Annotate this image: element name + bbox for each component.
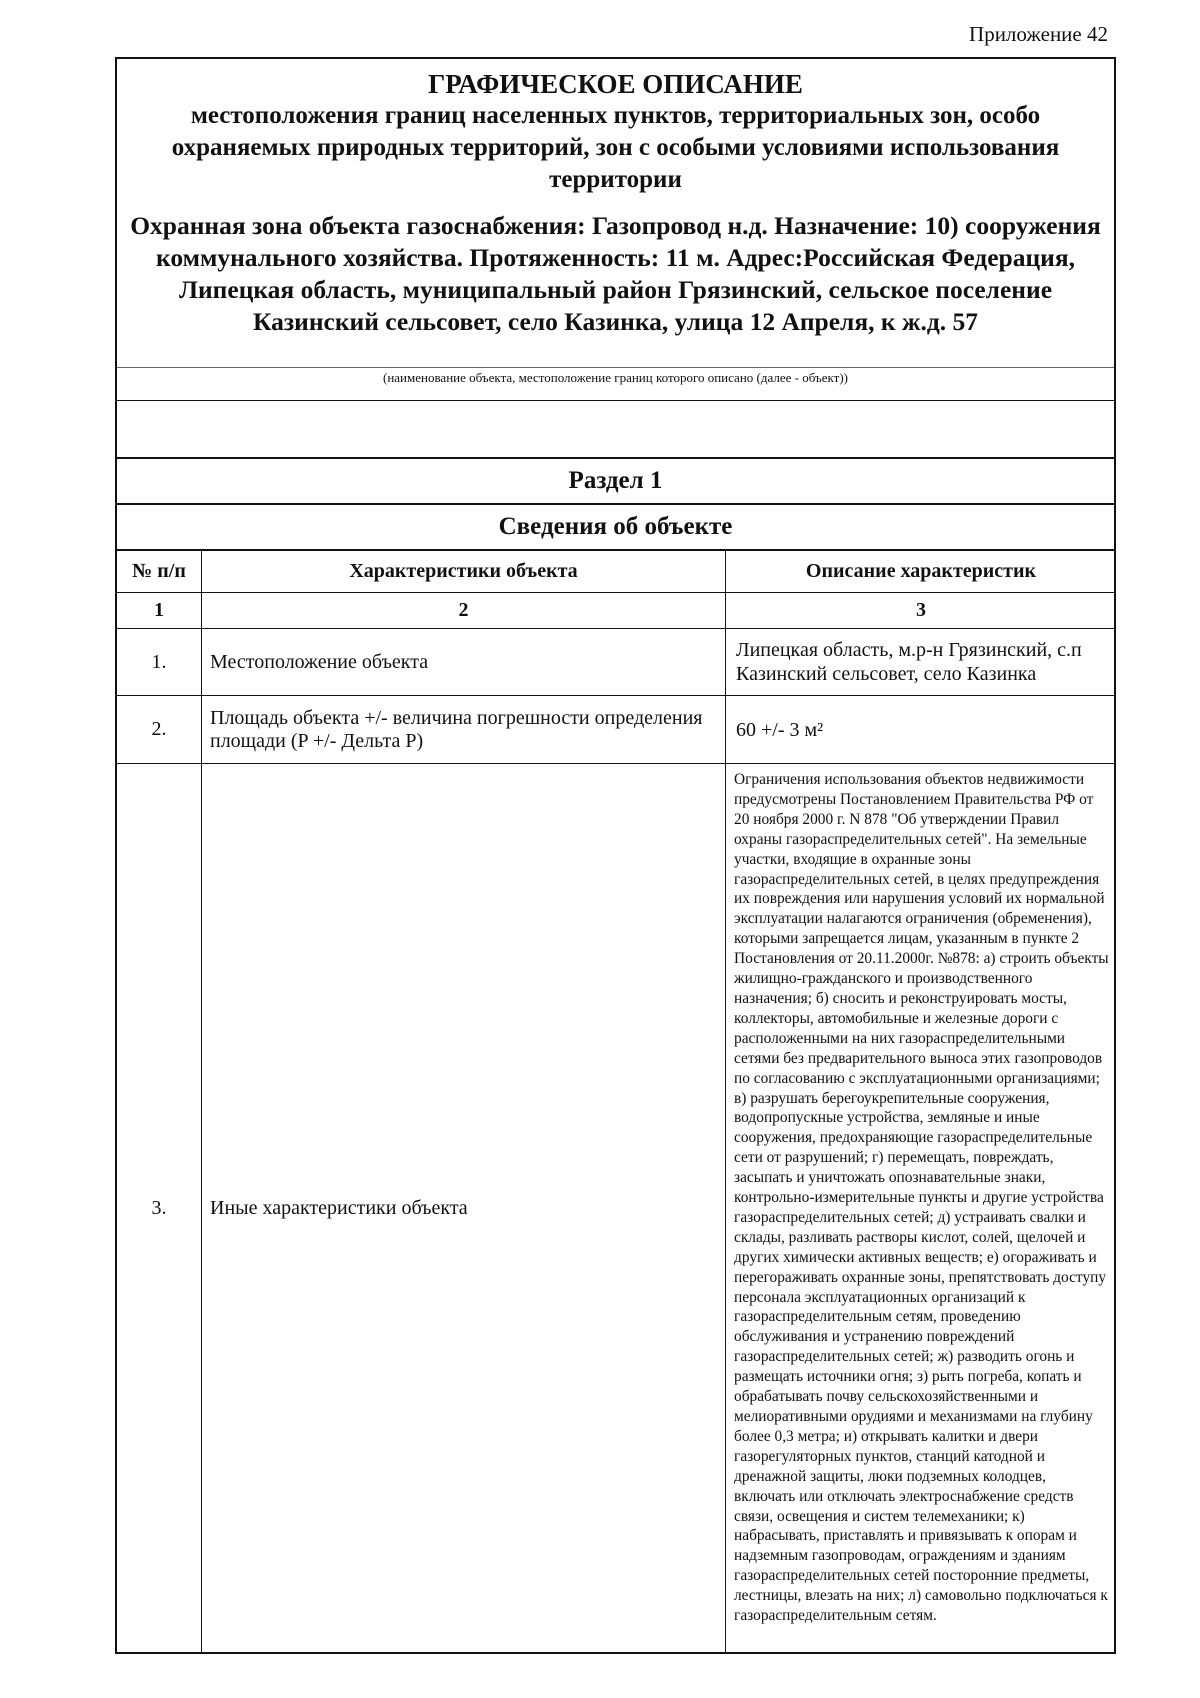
- row-characteristic: Иные характеристики объекта: [202, 764, 726, 1652]
- row-description: Липецкая область, м.р-н Грязинский, с.п Казинский сельсовет, село Казинка: [736, 639, 1082, 685]
- table-row: [117, 696, 1114, 764]
- spacer-row: [117, 401, 1114, 459]
- column-number: 2: [202, 593, 726, 628]
- section-label: Раздел 1: [117, 459, 1114, 505]
- column-number: 1: [117, 593, 202, 628]
- header-number: № п/п: [117, 551, 202, 592]
- row-characteristic: Местоположение объекта: [202, 629, 726, 695]
- row-number: 3.: [117, 764, 202, 1652]
- table-header-row: [117, 551, 1114, 593]
- table-row: [117, 629, 1114, 696]
- row-characteristic: Площадь объекта +/- величина погрешности определения площади (P +/- Дельта P): [202, 696, 726, 763]
- document-heading: ГРАФИЧЕСКОЕ ОПИСАНИЕ: [428, 69, 803, 99]
- column-number: 3: [916, 599, 926, 621]
- table-row: [117, 764, 1114, 1652]
- document-frame: [115, 57, 1116, 1654]
- section-name: Сведения об объекте: [117, 505, 1114, 551]
- row-number: 1.: [117, 629, 202, 695]
- row-description: Ограничения использования объектов недвижимости предусмотрены Постановлением Правительства РФ от 20 ноября 2000 г. N 878 "Об утверждении Правил охраны газораспределительных сетей". На земельные участки, входящие в охранные зоны газораспределительных сетей, в целях предупреждения их повреждения или нарушения условий их нормальной эксплуатации налагаются ограничения (обременения), которыми запрещается лицам, указанным в пункте 2 Постановления от 20.11.2000г. №878: а) строить объекты жилищно-гражданского и производственного назначения; б) сносить и реконструировать мосты, коллекторы, автомобильные и железные дороги с расположенными на них газораспределительными сетями без предварительного выноса этих газопроводов по согласованию с эксплуатационными организациями; в) разрушать берегоукрепительные сооружения, водопропускные устройства, земляные и иные сооружения, предохраняющие газораспределительные сети от разрушений; г) перемещать, повреждать, засыпать и уничтожать опознавательные знаки, контрольно-измерительные пункты и другие устройства газораспределительных сетей; д) устраивать свалки и склады, разливать растворы кислот, солей, щелочей и других химически активных веществ; е) огораживать и перегораживать охранные зоны, препятствовать доступу персонала эксплуатационных организаций к газораспределительным сетям, проведению обслуживания и устранению повреждений газораспределительных сетей; ж) разводить огонь и размещать источники огня; з) рыть погреба, копать и обрабатывать почву сельскохозяйственными и мелиоративными орудиями и механизмами на глубину более 0,3 метра; и) открывать калитки и двери газорегуляторных пунктов, станций катодной и дренажной защиты, люки подземных колодцев, включать или отключать электроснабжение средств связи, освещения и систем телемеханики; к) набрасывать, приставлять и привязывать к опорам и надземным газопроводам, ограждениям и зданиям газораспределительных сетей посторонние предметы, лестницы, влезать на них; л) самовольно подключаться к газораспределительным сетям.: [734, 771, 1109, 1625]
- column-numbers-row: [117, 593, 1114, 629]
- header-characteristic: Характеристики объекта: [202, 551, 726, 592]
- document-subheading: местоположения границ населенных пунктов, территориальных зон, особо охраняемых природных территорий, зон с особыми условиями использования территории: [171, 102, 1060, 193]
- object-name: Охранная зона объекта газоснабжения: Газопровод н.д. Назначение: 10) сооружения коммунального хозяйства. Протяженность: 11 м. Адрес:Российская Федерация, Липецкая область, муниципальный район Грязинский, сельское поселение Казинский сельсовет, село Казинка, улица 12 Апреля, к ж.д. 57: [130, 211, 1101, 336]
- row-number: 2.: [117, 696, 202, 763]
- appendix-label: Приложение 42: [969, 22, 1108, 46]
- title-block: [117, 59, 1114, 369]
- object-caption: (наименование объекта, местоположение границ которого описано (далее - объект)): [117, 367, 1114, 401]
- header-description: Описание характеристик: [805, 560, 1037, 582]
- row-description: 60 +/- 3 м²: [736, 718, 824, 741]
